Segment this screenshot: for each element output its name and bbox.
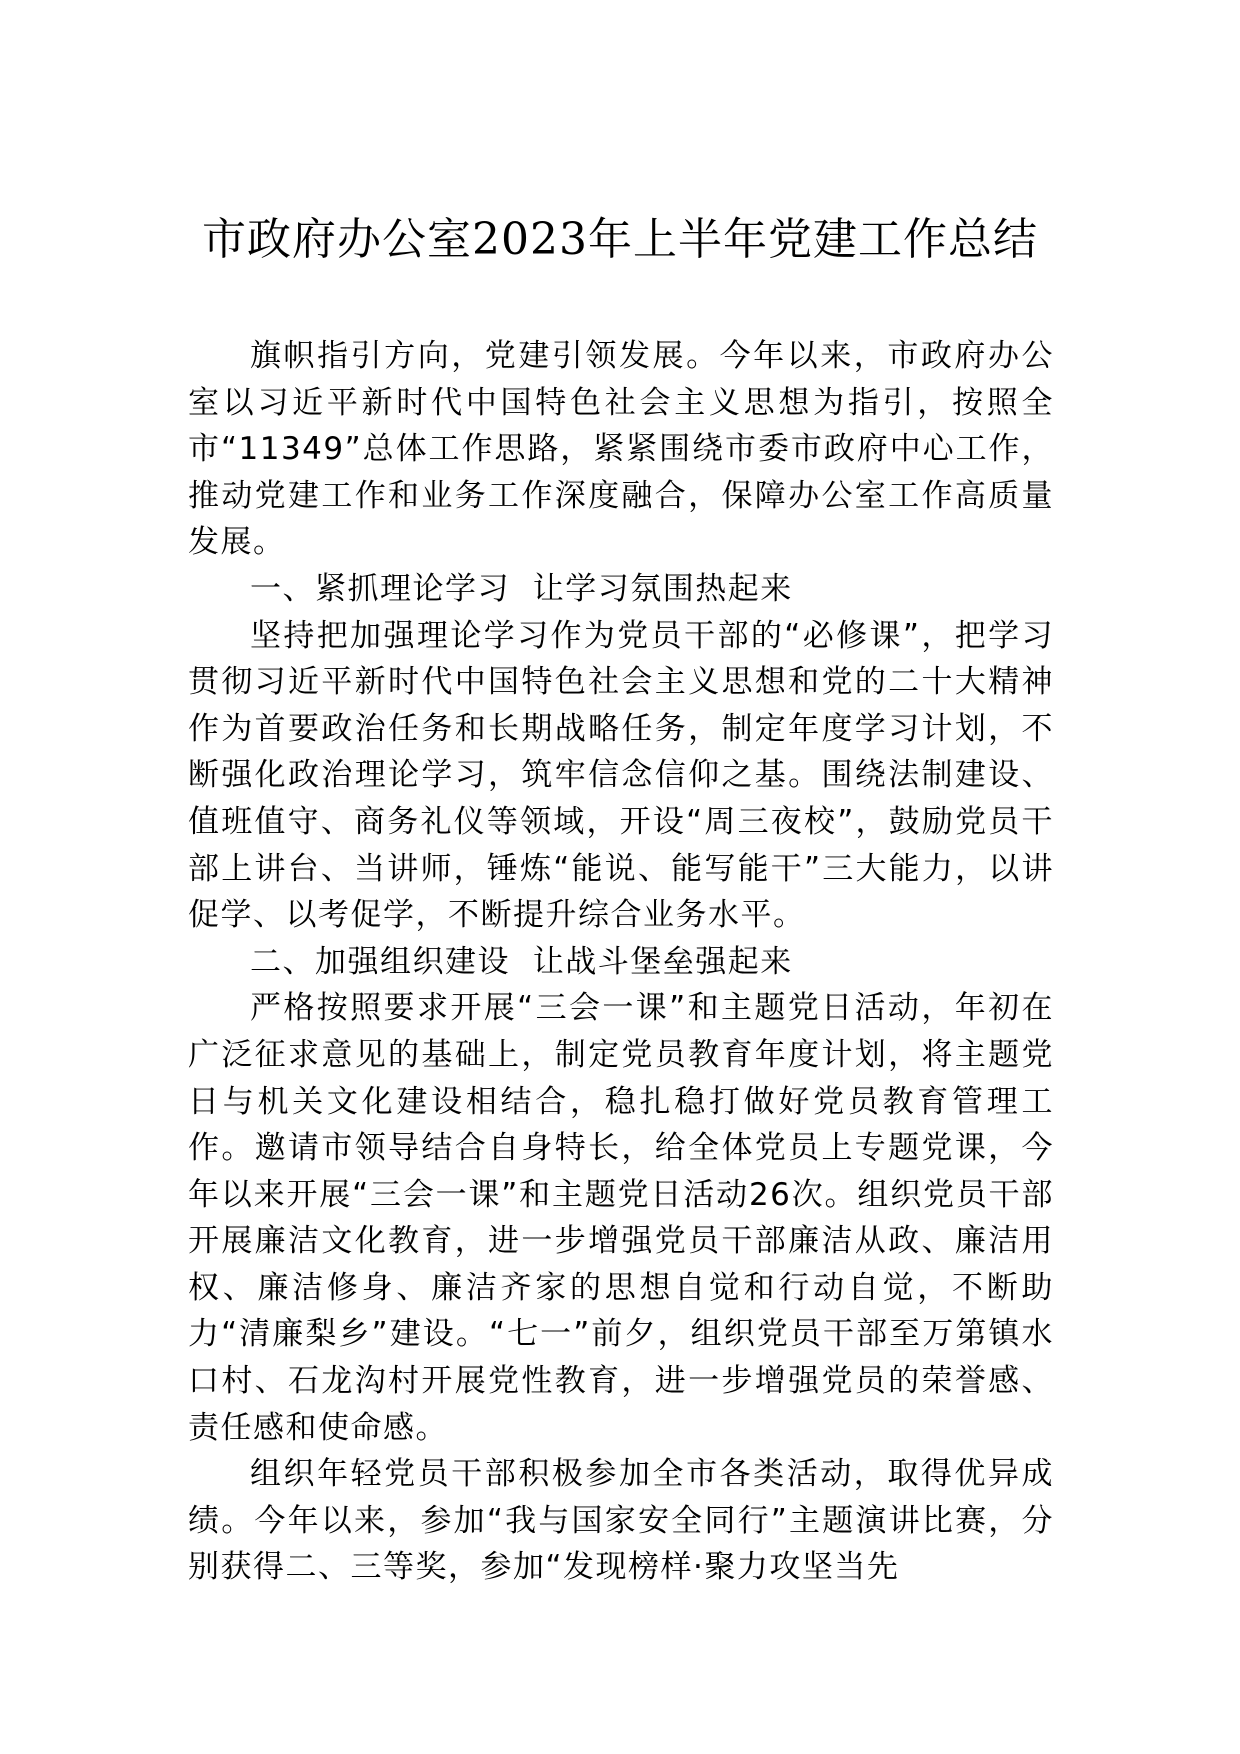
section-1-paragraph: 坚持把加强理论学习作为党员干部的“必修课”，把学习贯彻习近平新时代中国特色社会主义思想和党的二十大精神作为首要政治任务和长期战略任务，制定年度学习计划，不断强化政治理论学习，筑牢信念信仰之基。围绕法制建设、值班值守、商务礼仪等领域，开设“周三夜校”，鼓励党员干部上讲台、当讲师，锤炼“能说、能写能干”三大能力，以讲促学、以考促学，不断提升综合业务水平。 <box>188 617 1054 934</box>
document-title: 市政府办公室2023年上半年党建工作总结 <box>202 214 1038 265</box>
document-body <box>188 333 1054 1591</box>
section-1-heading: 一、紧抓理论学习 让学习氛围热起来 <box>250 570 793 607</box>
section-2-paragraph-2: 组织年轻党员干部积极参加全市各类活动，取得优异成绩。今年以来，参加“我与国家安全同行”主题演讲比赛，分别获得二、三等奖，参加“发现榜样·聚力攻坚当先 <box>188 1456 1054 1586</box>
section-2-paragraph-1: 严格按照要求开展“三会一课”和主题党日活动，年初在广泛征求意见的基础上，制定党员教育年度计划，将主题党日与机关文化建设相结合，稳扎稳打做好党员教育管理工作。邀请市领导结合自身特长，给全体党员上专题党课，今年以来开展“三会一课”和主题党日活动26次。组织党员干部开展廉洁文化教育，进一步增强党员干部廉洁从政、廉洁用权、廉洁修身、廉洁齐家的思想自觉和行动自觉，不断助力“清廉梨乡”建设。“七一”前夕，组织党员干部至万第镇水口村、石龙沟村开展党性教育，进一步增强党员的荣誉感、责任感和使命感。 <box>188 990 1054 1446</box>
section-2-heading: 二、加强组织建设 让战斗堡垒强起来 <box>250 943 793 980</box>
intro-paragraph: 旗帜指引方向，党建引领发展。今年以来，市政府办公室以习近平新时代中国特色社会主义思想为指引，按照全市“11349”总体工作思路，紧紧围绕市委市政府中心工作，推动党建工作和业务工作深度融合，保障办公室工作高质量发展。 <box>188 338 1054 561</box>
